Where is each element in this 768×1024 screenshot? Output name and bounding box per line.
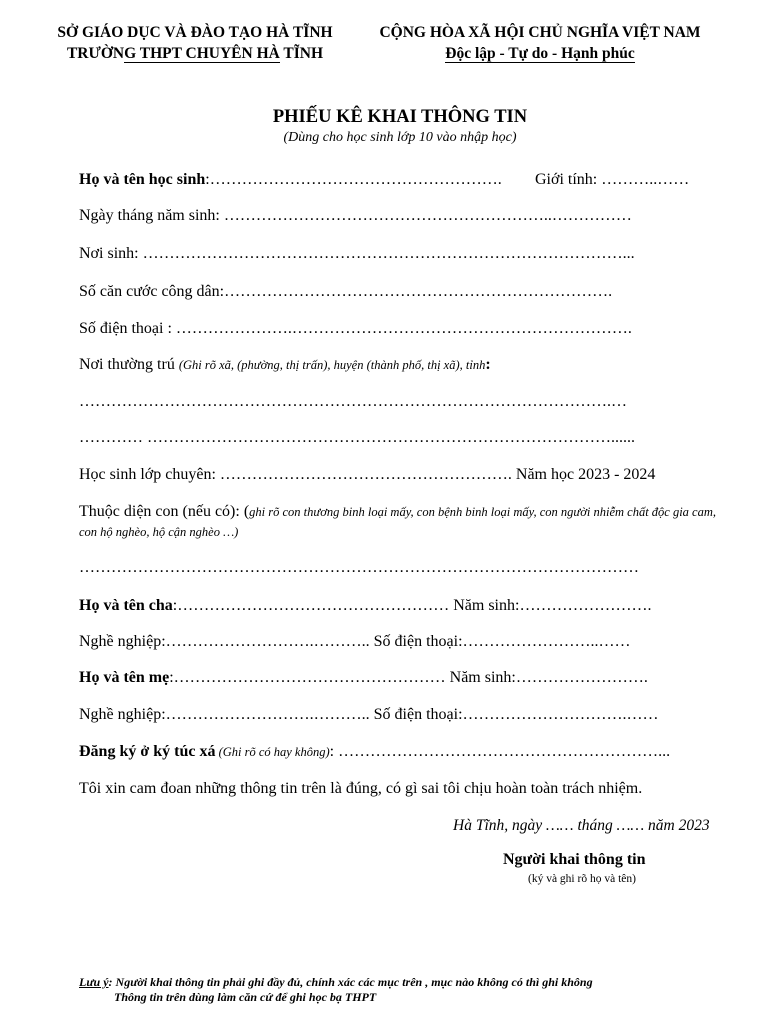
- student-name-blank: :……………………………………………….: [205, 171, 502, 188]
- phone-field: Số điện thoại : ………………….……………………………………………………….: [79, 320, 632, 337]
- mother-name-blank: :…………………………………………… Năm sinh:…………………….: [169, 669, 648, 686]
- category-line: ……………………………………………………………………………………………: [79, 559, 639, 576]
- signer-title: Người khai thông tin: [503, 851, 646, 868]
- residence-note: (Ghi rõ xã, (phường, thị trấn), huyện (thành phố, thị xã), tỉnh: [178, 358, 486, 372]
- dob-field: Ngày tháng năm sinh: ……………………………………………………..……………: [79, 207, 632, 224]
- birthplace-field: Nơi sinh: ………………………………………………………………………………...: [79, 245, 635, 262]
- gender-field: Giới tính: ………..……: [535, 171, 690, 188]
- mother-job-field: Nghề nghiệp:……………………….……….. Số điện thoại:………………………….……: [79, 706, 659, 723]
- student-name-field: [79, 171, 502, 189]
- residence-line-1: ……………………………………………………………………………………….…: [79, 393, 627, 410]
- school-name: [40, 43, 350, 64]
- residence-colon: :: [485, 356, 491, 373]
- school-name-part: TRƯỜN: [66, 45, 125, 62]
- department-name: SỞ GIÁO DỤC VÀ ĐÀO TẠO HÀ TĨNH: [57, 24, 333, 41]
- form-subtitle: (Dùng cho học sinh lớp 10 vào nhập học): [283, 130, 517, 145]
- category-field: [79, 502, 719, 542]
- mother-name-field: [79, 669, 648, 687]
- form-title: PHIẾU KÊ KHAI THÔNG TIN: [272, 107, 528, 127]
- dorm-label: Đăng ký ở ký túc xá: [79, 743, 216, 760]
- father-name-field: [79, 597, 651, 615]
- motto-text: Độc lập - Tự do - Hạnh phúc: [445, 45, 635, 62]
- dorm-note: (Ghi rõ có hay không): [215, 745, 330, 759]
- footnote: [79, 975, 593, 1005]
- mother-name-label: Họ và tên mẹ: [79, 669, 170, 686]
- student-name-label: Họ và tên học sinh: [79, 171, 206, 188]
- footnote-line-1: : Người khai thông tin phải ghi đầy đủ, chính xác các mục trên , mục nào không có thì ghi không: [108, 975, 593, 989]
- motto: [360, 43, 720, 64]
- father-name-label: Họ và tên cha: [79, 597, 173, 614]
- school-name-underlined: G THPT CHUYÊN HÀ: [124, 45, 280, 62]
- residence-line-2: ………… ……………………………………………………………………………......: [79, 429, 635, 446]
- citizen-id-field: Số căn cước công dân:……………………………………………………………….: [79, 283, 613, 300]
- signer-instruction: (ký và ghi rõ họ và tên): [528, 873, 636, 885]
- category-note: ghi rõ con thương binh loại mấy, con bệnh binh loại mấy, con người nhiễm chất độc gia cam, con hộ nghèo, hộ cận nghèo …): [79, 505, 717, 539]
- footnote-line-2: Thông tin trên dùng làm căn cứ để ghi học bạ THPT: [114, 990, 377, 1004]
- issuing-authority-header: [40, 22, 350, 64]
- country-name: CỘNG HÒA XÃ HỘI CHỦ NGHĨA VIỆT NAM: [379, 24, 701, 41]
- dorm-field: [79, 743, 670, 761]
- dorm-blank: : ……………………………………………………...: [329, 743, 671, 760]
- school-name-tail: TĨNH: [279, 45, 324, 62]
- specialized-class-field: Học sinh lớp chuyên: ………………………………………………. Năm học 2023 - 2024: [79, 466, 656, 483]
- father-name-blank: :…………………………………………… Năm sinh:…………………….: [172, 597, 652, 614]
- national-motto-header: [360, 22, 720, 64]
- date-place-line: Hà Tĩnh, ngày …… tháng …… năm 2023: [453, 817, 710, 834]
- category-label: Thuộc diện con (nếu có): (: [79, 503, 250, 520]
- father-job-field: Nghề nghiệp:……………………….……….. Số điện thoại:……………………..……: [79, 633, 631, 650]
- residence-label: Nơi thường trú: [79, 356, 179, 373]
- residence-field: [79, 356, 491, 374]
- footnote-label: Lưu ý: [79, 975, 109, 989]
- commitment-statement: Tôi xin cam đoan những thông tin trên là đúng, có gì sai tôi chịu hoàn toàn trách nhiệm.: [79, 780, 643, 797]
